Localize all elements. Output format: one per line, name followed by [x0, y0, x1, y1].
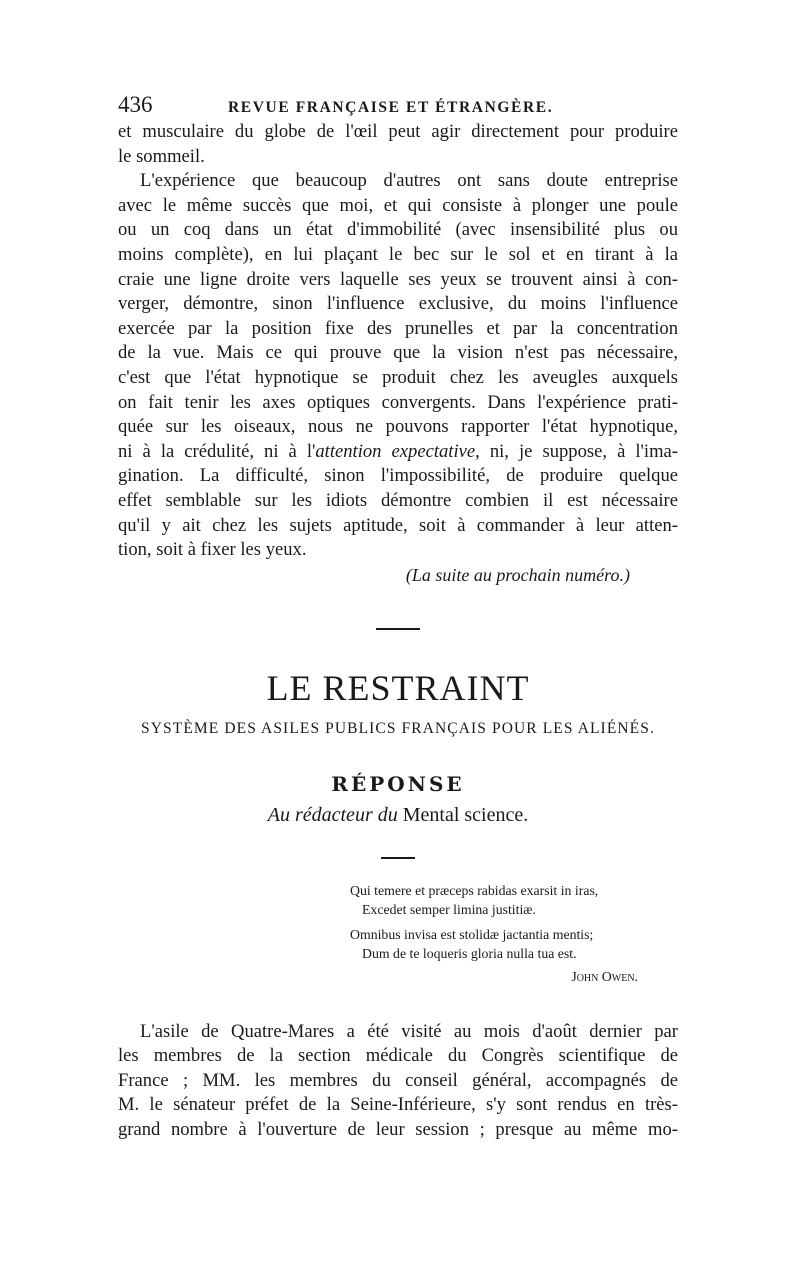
text-line: quée sur les oiseaux, nous ne pouvons rapporter l'état hypnotique, — [118, 416, 678, 438]
epigraph-line: Omnibus invisa est stolidæ jactantia mentis; — [350, 926, 594, 942]
reponse-heading: RÉPONSE — [331, 771, 465, 796]
text-line: c'est que l'état hypnotique se produit chez les aveugles auxquels — [118, 366, 678, 388]
text-line: effet semblable sur les idiots démontre combien il est nécessaire — [118, 489, 678, 511]
dedication — [118, 804, 678, 827]
text-line: avec le même succès que moi, et qui consiste à plonger une poule — [118, 194, 678, 216]
italic-run: attention expectative — [315, 440, 476, 462]
dedication-roman: Mental science. — [402, 803, 529, 826]
text-run: , ni, je suppose, à l'ima- — [475, 440, 678, 462]
text-line: verger, démontre, sinon l'influence exclusive, du moins l'influence — [118, 293, 678, 315]
paragraph-quatre-mares — [118, 1020, 678, 1143]
text-line: L'asile de Quatre-Mares a été visité au mois d'août dernier par — [140, 1020, 678, 1042]
text-line: tion, soit à fixer les yeux. — [118, 539, 307, 561]
text-line: moins complète), en lui plaçant le bec sur le sol et en tirant à la — [118, 243, 678, 265]
paragraph-continued — [118, 120, 678, 169]
running-head — [118, 92, 678, 120]
epigraph-line: Excedet semper limina justitiæ. — [362, 901, 536, 917]
text-line: exercée par la position fixe des prunelles et par la concentration — [118, 317, 678, 339]
journal-title: REVUE FRANÇAISE ET ÉTRANGÈRE. — [228, 99, 554, 116]
epigraph-line: Dum de te loqueris gloria nulla tua est. — [362, 945, 577, 961]
section-title: LE RESTRAINT — [266, 667, 530, 708]
section-subtitle: SYSTÈME DES ASILES PUBLICS FRANÇAIS POUR LES ALIÉNÉS. — [141, 719, 655, 737]
text-line: de la vue. Mais ce qui prouve que la vision n'est pas nécessaire, — [118, 342, 678, 364]
text-line: L'expérience que beaucoup d'autres ont sans doute entreprise — [140, 170, 678, 192]
text-line: les membres de la section médicale du Congrès scientifique de — [118, 1045, 678, 1067]
dedication-italic: Au rédacteur du — [267, 803, 398, 826]
text-line-mixed — [118, 440, 678, 465]
page — [118, 92, 678, 1143]
text-line: gination. La difficulté, sinon l'impossibilité, de produire quelque — [118, 465, 678, 487]
epigraph-author: John Owen. — [571, 968, 638, 984]
text-line: qu'il y ait chez les sujets aptitude, soit à commander à leur atten- — [118, 514, 678, 536]
text-line: grand nombre à l'ouverture de leur session ; presque au même mo- — [118, 1119, 678, 1141]
text-line: M. le sénateur préfet de la Seine-Inférieure, s'y sont rendus en très- — [118, 1094, 678, 1116]
text-line: et musculaire du globe de l'œil peut agir directement pour produire — [118, 121, 678, 142]
text-line: France ; MM. les membres du conseil général, accompagnés de — [118, 1069, 678, 1091]
page-number: 436 — [118, 92, 153, 117]
epigraph-line: Qui temere et præceps rabidas exarsit in iras, — [350, 882, 599, 898]
epigraph-divider — [381, 857, 415, 859]
text-line: ou un coq dans un état d'immobilité (avec insensibilité plus ou — [118, 219, 678, 241]
continuation-note: (La suite au prochain numéro.) — [405, 564, 630, 585]
epigraph-stanza — [350, 925, 678, 963]
epigraph-stanza — [350, 881, 678, 919]
section-divider — [376, 628, 420, 630]
text-run: ni à la crédulité, ni à l' — [118, 440, 316, 462]
epigraph — [350, 881, 678, 986]
text-line: le sommeil. — [118, 145, 205, 167]
text-line: craie une ligne droite vers laquelle ses yeux se trouvent ainsi à con- — [118, 268, 678, 290]
paragraph-hypnotism — [118, 169, 678, 563]
text-line: on fait tenir les axes optiques convergents. Dans l'expérience prati- — [118, 391, 678, 413]
